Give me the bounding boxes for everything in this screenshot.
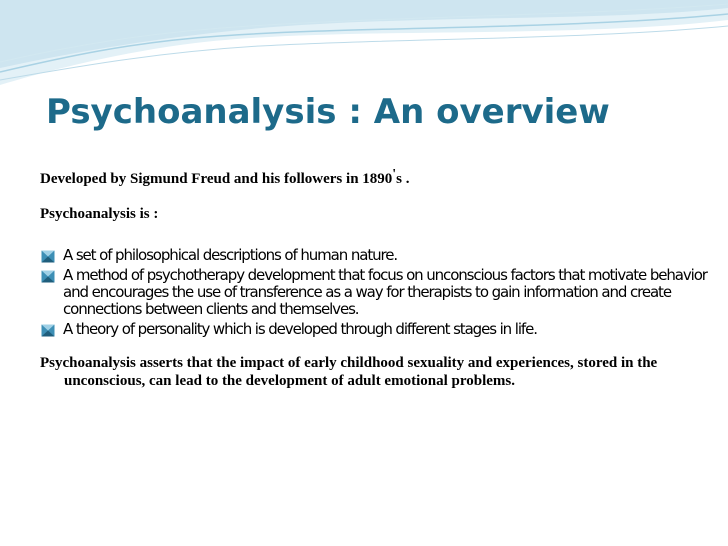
bullet-text: A set of philosophical descriptions of human nature. (63, 246, 398, 264)
title-bold: Psychoanalysis (46, 92, 337, 132)
slide-title (46, 92, 610, 132)
subheading: Psychoanalysis is : (40, 206, 159, 222)
bullet-list (40, 247, 710, 338)
bullet-item (40, 267, 710, 318)
slide-body (40, 167, 710, 390)
bullet-item (40, 321, 710, 338)
closing-paragraph: Psychoanalysis asserts that the impact of early childhood sexuality and experiences, stored in the unconscious, can lead to the development of adult emotional problems. (40, 355, 658, 389)
title-rest: : An overview (336, 92, 610, 132)
square-bullet-icon (41, 270, 55, 283)
intro-year: 1890 (362, 171, 393, 187)
intro-text: Developed by Sigmund Freud and his followers in (40, 171, 363, 187)
bullet-item (40, 247, 710, 264)
bullet-text: A theory of personality which is developed through different stages in life. (63, 320, 537, 338)
bullet-text: A method of psychotherapy development that focus on unconscious factors that motivate behavior and encourages the use of transference as a way for therapists to gain information and create connections between clients and themselves. (63, 266, 707, 318)
intro-superscript: ' (392, 167, 397, 182)
intro-line (40, 167, 710, 188)
square-bullet-icon (41, 250, 55, 263)
square-bullet-icon (41, 324, 55, 337)
intro-suffix: s . (396, 171, 410, 187)
